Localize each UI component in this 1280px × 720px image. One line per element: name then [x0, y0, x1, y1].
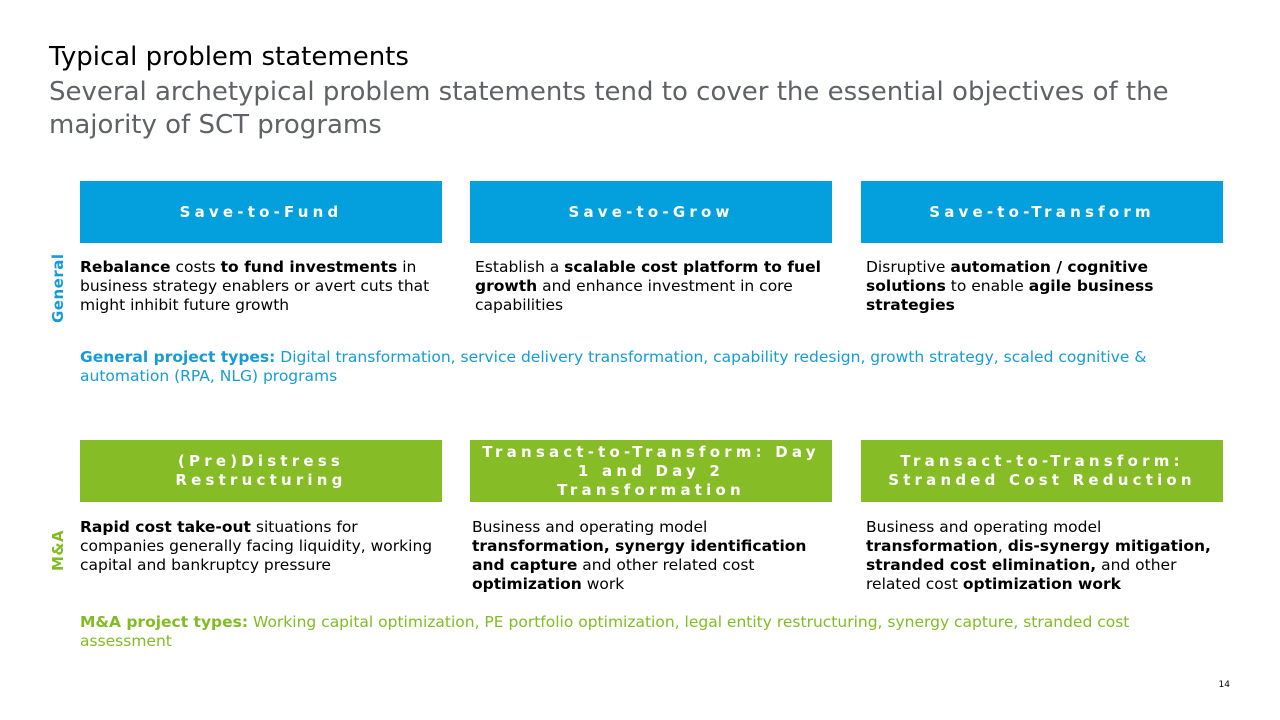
ma-project-types [80, 613, 1220, 651]
ma-project-types-label: M&A project types: [80, 613, 249, 631]
emphasis-text: Rapid cost take-out [80, 518, 251, 536]
body-text: and other related cost [866, 556, 1177, 593]
desc-save-to-grow [475, 258, 841, 315]
header-pre-distress-restructuring: (Pre)Distress Restructuring [80, 440, 442, 502]
emphasis-text: scalable cost platform to fuel growth [475, 258, 821, 295]
header-save-to-grow: Save-to-Grow [470, 181, 832, 243]
body-text: , [997, 537, 1008, 555]
body-text: situations for companies generally facing liquidity, working capital and bankruptcy pressure [80, 518, 433, 574]
body-text: in business strategy enablers or avert cuts that might inhibit future growth [80, 258, 430, 314]
emphasis-text: agile business strategies [866, 277, 1154, 314]
general-project-types [80, 348, 1220, 386]
body-text: Establish a [475, 258, 565, 276]
emphasis-text: transformation [866, 537, 998, 555]
general-side-label: General [49, 253, 67, 323]
emphasis-text: Rebalance [80, 258, 171, 276]
desc-save-to-fund [80, 258, 446, 315]
desc-day1-day2 [472, 518, 838, 594]
general-project-types-label: General project types: [80, 348, 276, 366]
desc-stranded-cost [866, 518, 1232, 594]
body-text: to enable [945, 277, 1029, 295]
body-text: costs [170, 258, 221, 276]
emphasis-text: to fund investments [220, 258, 398, 276]
page-title: Typical problem statements [49, 42, 409, 72]
header-transact-day1-day2: Transact-to-Transform: Day 1 and Day 2 Transformation [470, 440, 832, 502]
ma-project-types-list: Working capital optimization, PE portfolio optimization, legal entity restructuring, synergy capture, stranded cost assessment [80, 613, 1130, 650]
desc-save-to-transform [866, 258, 1232, 315]
page-subtitle: Several archetypical problem statements tend to cover the essential objectives of the majority of SCT programs [49, 77, 1169, 140]
emphasis-text: dis-synergy mitigation, stranded cost elimination, [866, 537, 1211, 574]
desc-pre-distress [80, 518, 446, 575]
header-transact-stranded-cost: Transact-to-Transform: Stranded Cost Reduction [861, 440, 1223, 502]
emphasis-text: optimization work [962, 575, 1121, 593]
body-text: Business and operating model [866, 518, 1102, 536]
page-number: 14 [1218, 680, 1230, 690]
emphasis-text: automation / cognitive solutions [866, 258, 1149, 295]
header-save-to-fund: Save-to-Fund [80, 181, 442, 243]
ma-side-label: M&A [49, 529, 67, 571]
body-text: and other related cost [577, 556, 755, 574]
general-project-types-list: Digital transformation, service delivery transformation, capability redesign, growth strategy, scaled cognitive & automation (RPA, NLG) programs [80, 348, 1147, 385]
header-save-to-transform: Save-to-Transform [861, 181, 1223, 243]
body-text: and enhance investment in core capabilities [475, 277, 793, 314]
emphasis-text: transformation, synergy identification and capture [472, 537, 807, 574]
emphasis-text: optimization [472, 575, 582, 593]
body-text: Disruptive [866, 258, 951, 276]
body-text: Business and operating model [472, 518, 708, 536]
body-text: work [581, 575, 625, 593]
